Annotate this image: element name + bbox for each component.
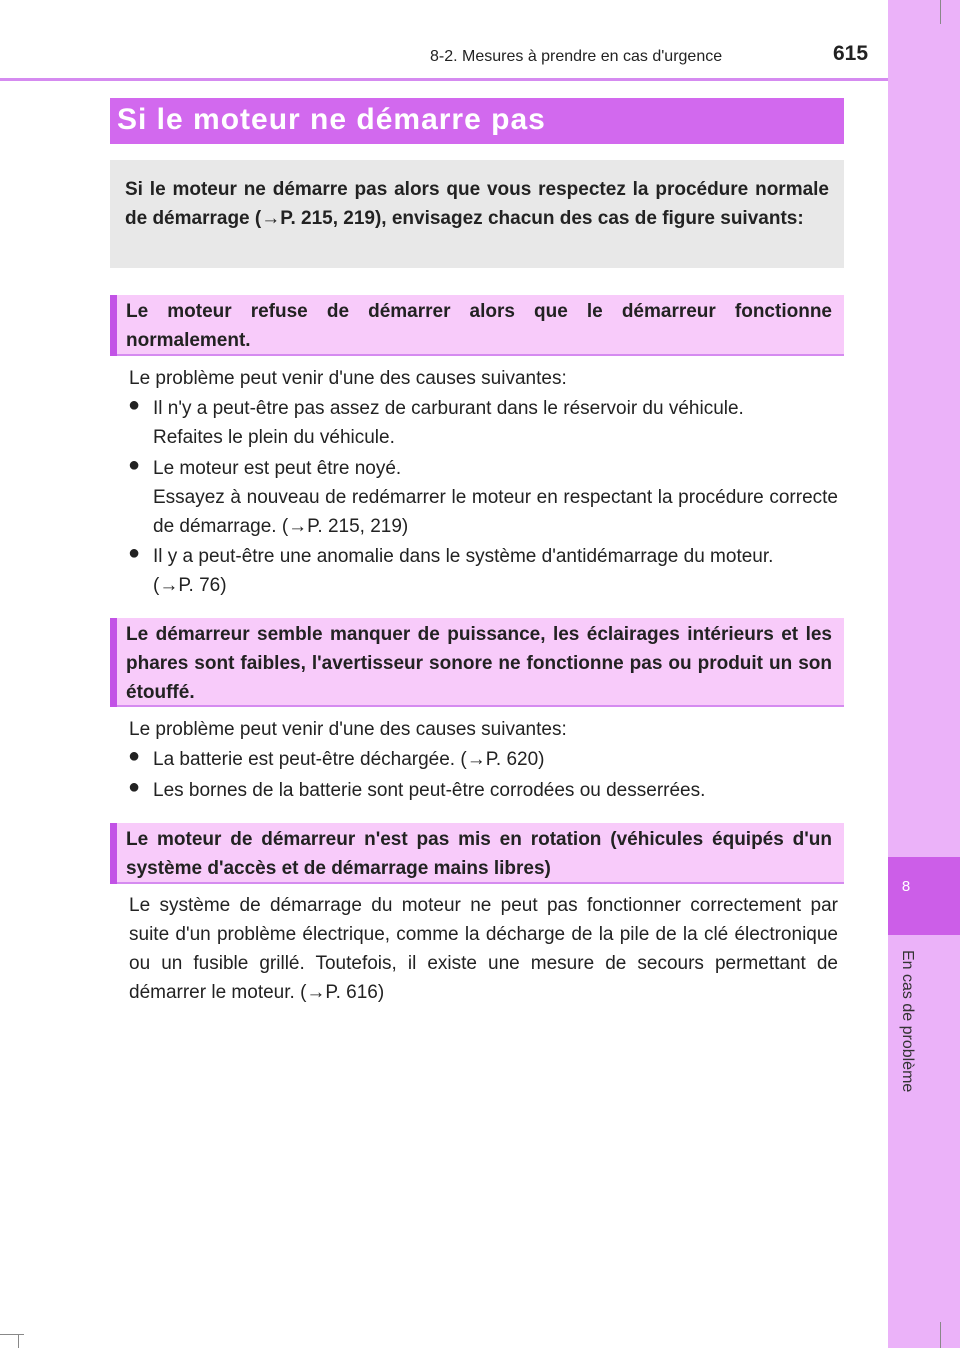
- bullet-glyph: ●: [128, 454, 141, 476]
- list-item-detail: Essayez à nouveau de redémarrer le moteur en respectant la procédure correcte de démarrage. (→P. 215, 219): [153, 487, 838, 537]
- list-item: La batterie est peut-être déchargée. (→P. 620): [153, 749, 545, 770]
- bullet-glyph: ●: [128, 776, 141, 798]
- page-title: Si le moteur ne démarre pas: [117, 103, 546, 136]
- list-item-detail: (→P. 76): [153, 575, 227, 596]
- chapter-number-box: [888, 857, 960, 935]
- section-heading-accent: [110, 295, 117, 356]
- section-heading-accent: [110, 618, 117, 707]
- crop-mark: [940, 0, 941, 24]
- crop-mark: [940, 1322, 941, 1348]
- chapter-title: En cas de problème: [899, 950, 916, 1093]
- chapter-side-tab: [888, 0, 960, 1348]
- bullet-glyph: ●: [128, 542, 141, 564]
- bullet-glyph: ●: [128, 394, 141, 416]
- crop-mark: [18, 1334, 19, 1348]
- chapter-number: 8: [901, 878, 911, 895]
- list-item: Les bornes de la batterie sont peut-être corrodées ou desserrées.: [153, 780, 706, 801]
- header-section-title: 8-2. Mesures à prendre en cas d'urgence: [430, 48, 723, 65]
- page-number: 615: [833, 42, 869, 65]
- section-heading: Le moteur de démarreur n'est pas mis en rotation (véhicules équipés d'un système d'accès et de démarrage mains libres): [126, 829, 832, 879]
- intro-text: Si le moteur ne démarre pas alors que vous respectez la procédure normale de démarrage (→P. 215, 219), envisagez chacun des cas de figure suivants:: [125, 179, 829, 229]
- section-heading-accent: [110, 823, 117, 884]
- section-lead: Le problème peut venir d'une des causes suivantes:: [129, 719, 567, 740]
- bullet-glyph: ●: [128, 745, 141, 767]
- list-item: Il y a peut-être une anomalie dans le système d'antidémarrage du moteur.: [153, 546, 774, 567]
- header-rule: [0, 78, 888, 81]
- list-item-detail: Refaites le plein du véhicule.: [153, 427, 395, 448]
- list-item: Il n'y a peut-être pas assez de carburant dans le réservoir du véhicule.: [153, 398, 744, 419]
- section-body: Le système de démarrage du moteur ne peut pas fonctionner correctement par suite d'un problème électrique, comme la décharge de la pile de la clé électronique ou un fusible grillé. Toutefois, il existe une mesure de secours permettant de démarrer le moteur. (→P. 616): [129, 895, 838, 1003]
- section-heading: Le démarreur semble manquer de puissance, les éclairages intérieurs et les phares sont faibles, l'avertisseur sonore ne fonctionne pas ou produit un son étouffé.: [126, 624, 832, 703]
- section-lead: Le problème peut venir d'une des causes suivantes:: [129, 368, 567, 389]
- crop-mark: [0, 1334, 24, 1335]
- section-heading: Le moteur refuse de démarrer alors que le démarreur fonctionne normalement.: [126, 301, 832, 351]
- list-item: Le moteur est peut être noyé.: [153, 458, 402, 479]
